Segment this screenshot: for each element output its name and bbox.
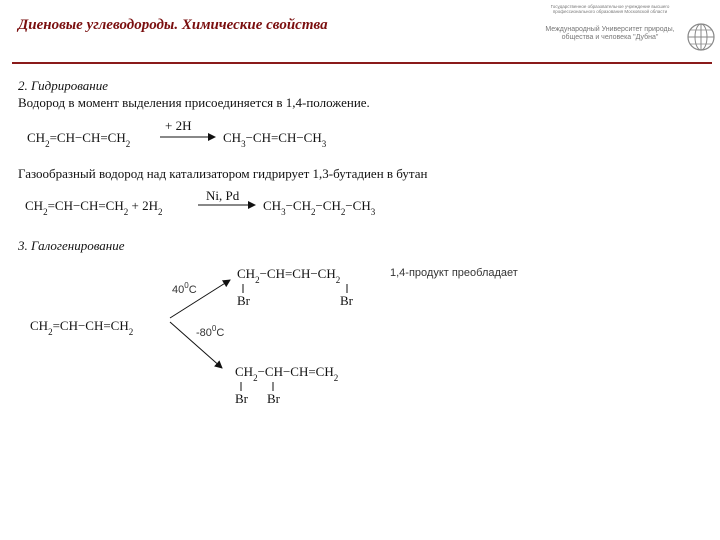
eq1-product: $CH_3-CH=CH-CH_3$	[223, 130, 327, 149]
logo-caption-small: Государственное образовательное учреждение высшего профессионального образования Московской области	[550, 4, 670, 15]
hydrogenation-text-1: Водород в момент выделения присоединяется в 1,4-положение.	[18, 95, 370, 110]
halogenation-reactant: $CH_2=CH-CH=CH_2$	[30, 318, 134, 337]
equation-hydrogenation-2	[25, 188, 376, 217]
eq1-reactant: $CH_2=CH-CH=CH_2$	[27, 130, 131, 149]
page-title: Диеновые углеводороды. Химические свойства	[18, 17, 328, 33]
product-1-4-br1: Br	[237, 293, 250, 308]
logo-university-name: Международный Университет природы, общества и человека "Дубна"	[545, 26, 675, 42]
eq2-product: $CH_3-CH_2-CH_2-CH_3$	[263, 198, 376, 217]
hydrogenation-text-2: Газообразный водород над катализатором гидрирует 1,3-бутадиен в бутан	[18, 166, 428, 181]
temp-low-label: $-80^0C$	[196, 324, 225, 339]
halogenation-scheme	[30, 266, 518, 406]
temp-high-label: $40^0C$	[172, 281, 197, 296]
eq2-catalyst: Ni, Pd	[206, 188, 240, 203]
product-1-4-br2: Br	[340, 293, 353, 308]
product-1-2: $CH_2-CH-CH=CH_2$	[235, 364, 339, 383]
product-1-2-br1: Br	[235, 391, 248, 406]
eq1-reagent: + 2H	[165, 118, 192, 133]
section-heading-hydrogenation: 2. Гидрирование	[18, 78, 108, 93]
eq2-reactant: $CH_2=CH-CH=CH_2 + 2H_2$	[25, 198, 163, 217]
equation-hydrogenation-1	[27, 118, 327, 149]
section-heading-halogenation: 3. Галогенирование	[18, 238, 125, 253]
product-1-4: $CH_2-CH=CH-CH_2$	[237, 266, 341, 285]
product-note: 1,4-продукт преобладает	[390, 267, 518, 279]
product-1-2-br2: Br	[267, 391, 280, 406]
